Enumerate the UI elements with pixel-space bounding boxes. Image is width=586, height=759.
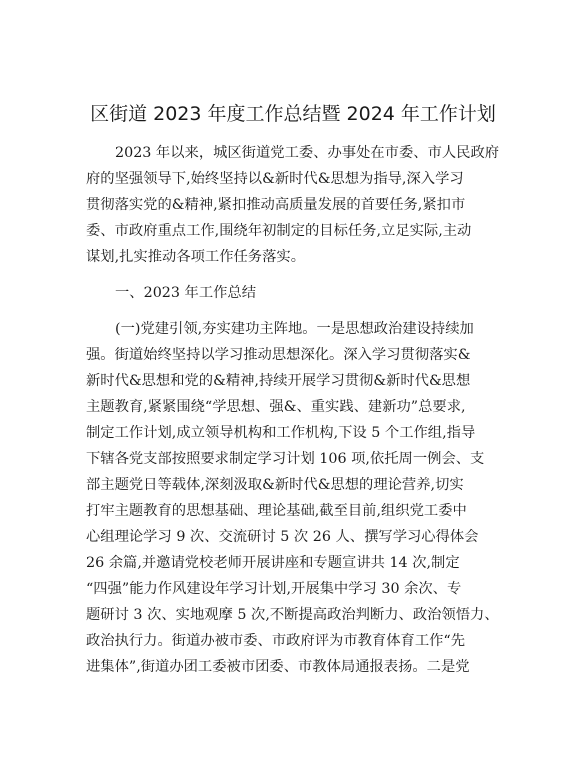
text-line: 题研讨 3 次、实地观摩 5 次,不断提高政治判断力、政治领悟力、 [86,607,499,623]
text-line: 2023 年以来，城区街道党工委、办事处在市委、市人民政府 [115,145,500,161]
text-line: 贯彻落实党的&精神,紧扣推动高质量发展的首要任务,紧扣市 [86,197,466,213]
text-line: 府的坚强领导下,始终坚持以&新时代&思想为指导,深入学习 [86,171,464,187]
text-line: 制定工作计划,成立领导机构和工作机构,下设 5 个工作组,指导 [86,425,476,441]
text-line: “四强”能力作风建设年学习计划,开展集中学习 30 余次、专 [86,581,462,597]
text-line: 谋划,扎实推动各项工作任务落实。 [86,249,305,265]
text-line: 打牢主题教育的思想基础、理论基础,截至目前,组织党工委中 [86,503,467,519]
section-heading: 一、2023 年工作总结 [115,285,257,301]
document-body [86,140,506,680]
text-line: 下辖各党支部按照要求制定学习计划 106 项,依托周一例会、支 [86,451,485,467]
text-line: (一)党建引领,夯实建功主阵地。一是思想政治建设持续加 [115,321,474,337]
text-line: 26 余篇,并邀请党校老师开展讲座和专题宣讲共 14 次,制定 [86,555,460,571]
text-line: 新时代&思想和党的&精神,持续开展学习贯彻&新时代&思想 [86,373,471,389]
text-line: 委、市政府重点工作,围绕年初制定的目标任务,立足实际,主动 [86,223,472,239]
intro-paragraph [86,140,506,270]
document-title: 区街道 2023 年度工作总结暨 2024 年工作计划 [90,103,496,125]
text-line: 强。街道始终坚持以学习推动思想深化。深入学习贯彻落实& [86,347,471,363]
text-line: 部主题党日等载体,深刻汲取&新时代&思想的理论营养,切实 [86,477,464,493]
text-line: 政治执行力。街道办被市委、市政府评为市教育体育工作“先 [86,633,466,649]
section-paragraph [86,316,506,680]
text-line: 主题教育,紧紧围绕“学思想、强&、重实践、建新功”总要求, [86,399,466,415]
text-line: 进集体”,街道办团工委被市团委、市教体局通报表扬。二是党 [86,659,470,675]
text-line: 心组理论学习 9 次、交流研讨 5 次 26 人、撰写学习心得体会 [86,529,479,545]
